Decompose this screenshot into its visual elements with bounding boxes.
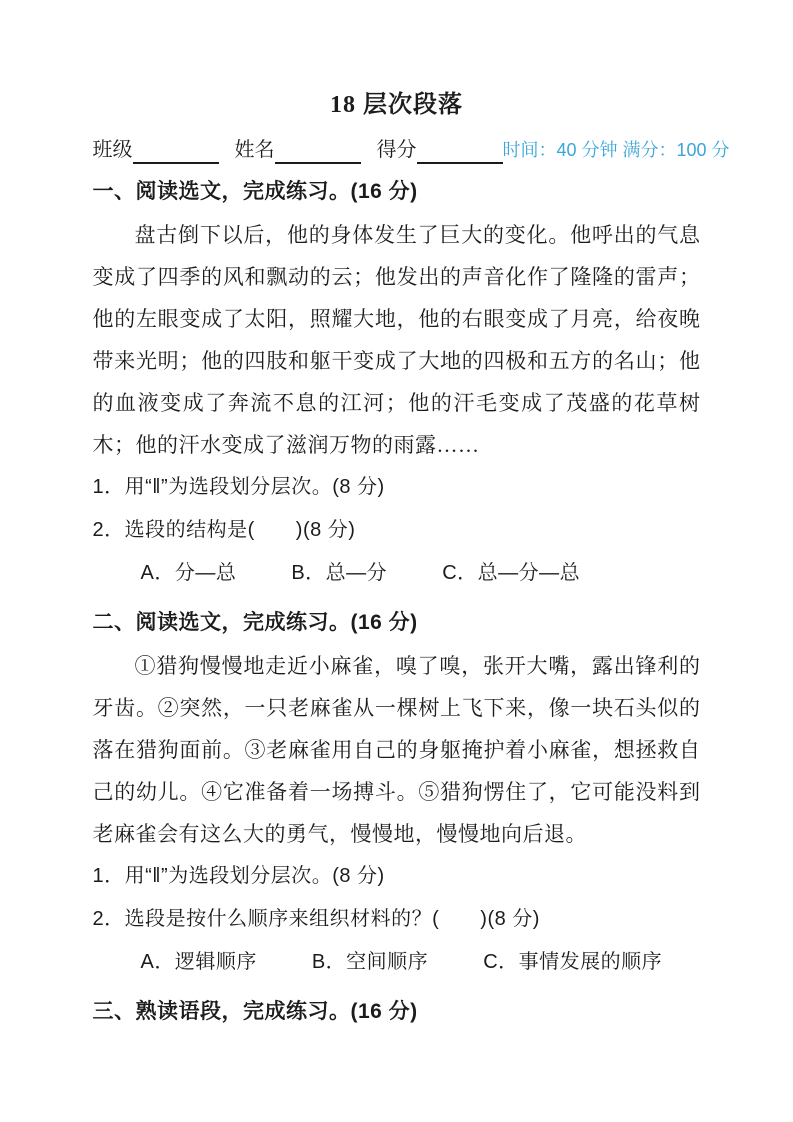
student-info-row bbox=[92, 136, 730, 164]
section-2-option-b: B．空间顺序 bbox=[311, 951, 429, 973]
class-label: 班级 bbox=[92, 139, 133, 161]
section-1-heading: 一、阅读选文，完成练习。(16 分) bbox=[92, 180, 418, 203]
score-label: 得分 bbox=[376, 139, 417, 161]
section-2-options-row bbox=[93, 941, 701, 984]
section-1-question-2: 2．选段的结构是( )(8 分) bbox=[92, 519, 356, 541]
section-1-passage: 盘古倒下以后，他的身体发生了巨大的变化。他呼出的气息变成了四季的风和飘动的云；他发出的声音化作了隆隆的雷声；他的左眼变成了太阳，照耀大地，他的右眼变成了月亮，给夜晚带来光明；他的四肢和躯干变成了大地的四极和五方的名山；他的血液变成了奔流不息的江河；他的汗毛变成了茂盛的花草树木；他的汗水变成了滋润万物的雨露…… bbox=[92, 223, 701, 457]
score-blank bbox=[417, 140, 503, 164]
class-field bbox=[93, 136, 219, 164]
name-blank bbox=[275, 140, 361, 164]
section-1-option-a: A．分—总 bbox=[140, 562, 237, 584]
score-field bbox=[377, 136, 503, 164]
student-info-fields bbox=[93, 136, 503, 164]
section-2-question-2: 2．选段是按什么顺序来组织材料的？( )(8 分) bbox=[92, 908, 540, 930]
section-2-option-a: A．逻辑顺序 bbox=[140, 951, 257, 973]
class-blank bbox=[133, 140, 219, 164]
section-1-option-b: B．总—分 bbox=[291, 562, 388, 584]
section-3-heading: 三、熟读语段，完成练习。(16 分) bbox=[92, 1000, 418, 1023]
section-1 bbox=[93, 176, 701, 595]
section-2-option-c: C．事情发展的顺序 bbox=[483, 951, 663, 973]
section-2 bbox=[93, 607, 701, 984]
section-1-option-c: C．总—分—总 bbox=[442, 562, 581, 584]
worksheet-page bbox=[92, 0, 730, 1028]
section-2-question-1: 1．用“‖”为选段划分层次。(8 分) bbox=[92, 865, 385, 887]
section-1-question-1: 1．用“‖”为选段划分层次。(8 分) bbox=[92, 476, 385, 498]
page-title: 18 层次段落 bbox=[330, 92, 463, 118]
section-2-passage: ①猎狗慢慢地走近小麻雀，嗅了嗅，张开大嘴，露出锋利的牙齿。②突然，一只老麻雀从一棵树上飞下来，像一块石头似的落在猎狗面前。③老麻雀用自己的身躯掩护着小麻雀，想拯救自己的幼儿。④它准备着一场搏斗。⑤猎狗愣住了，它可能没料到老麻雀会有这么大的勇气，慢慢地，慢慢地向后退。 bbox=[92, 654, 701, 846]
time-score-info: 时间：40 分钟 满分：100 分 bbox=[502, 140, 730, 160]
section-2-heading: 二、阅读选文，完成练习。(16 分) bbox=[92, 611, 418, 634]
section-3 bbox=[93, 996, 701, 1028]
name-field bbox=[235, 136, 361, 164]
name-label: 姓名 bbox=[234, 139, 275, 161]
section-1-options-row bbox=[93, 552, 701, 595]
